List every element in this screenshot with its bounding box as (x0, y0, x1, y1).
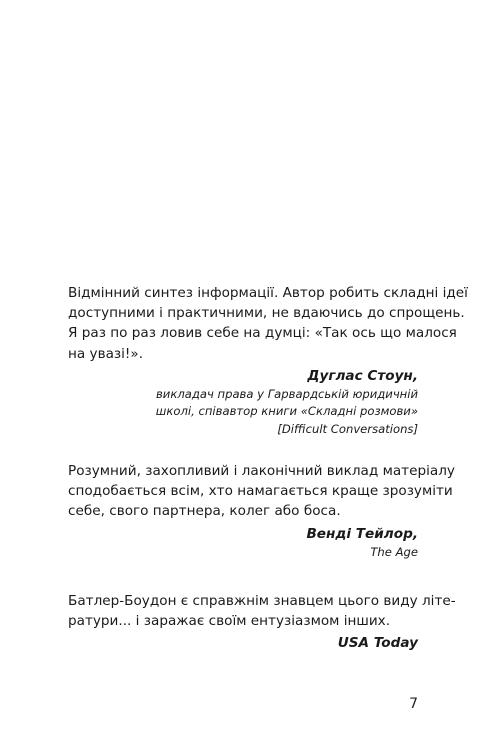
quote-line: Відмінний синтез інформації. Автор робить складні ідеї (68, 285, 468, 301)
page-number: 7 (409, 696, 418, 712)
author-credentials (68, 544, 418, 562)
quote-line: на увазі!». (68, 345, 144, 362)
quote-line: Батлер-Боудон є справжнім знавцем цього виду літе- (68, 593, 456, 609)
quote-author: USA Today (337, 635, 418, 652)
author-credentials (68, 386, 418, 439)
quote-text (68, 591, 456, 631)
credential-line: викладач права у Гарвардській юридичній (155, 386, 418, 401)
quote-line: Розумний, захопливий і лаконічний виклад матеріалу (68, 463, 455, 479)
quote-line: доступними і практичними, не вдаючись до спрощень. (68, 305, 465, 322)
credential-line: The Age (370, 544, 418, 559)
credential-line: школі, співавтор книги «Складні розмови» (155, 404, 418, 419)
quote-line: ратури... і заражає своїм ентузіазмом інших. (68, 613, 391, 630)
testimonial-quote-1 (68, 283, 468, 438)
quote-text (68, 283, 468, 364)
credential-line: [Difficult Conversations] (277, 421, 418, 436)
quote-author: Венді Тейлор, (306, 525, 418, 542)
testimonial-quote-2 (68, 461, 455, 561)
testimonial-quote-3 (68, 591, 456, 653)
quote-text (68, 461, 455, 522)
quote-line: себе, свого партнера, колег або боса. (68, 503, 341, 520)
quote-author: Дуглас Стоун, (307, 367, 418, 384)
quote-line: сподобається всім, хто намагається краще зрозуміти (68, 483, 453, 500)
quote-line: Я раз по раз ловив себе на думці: «Так ось що малося (68, 325, 457, 342)
